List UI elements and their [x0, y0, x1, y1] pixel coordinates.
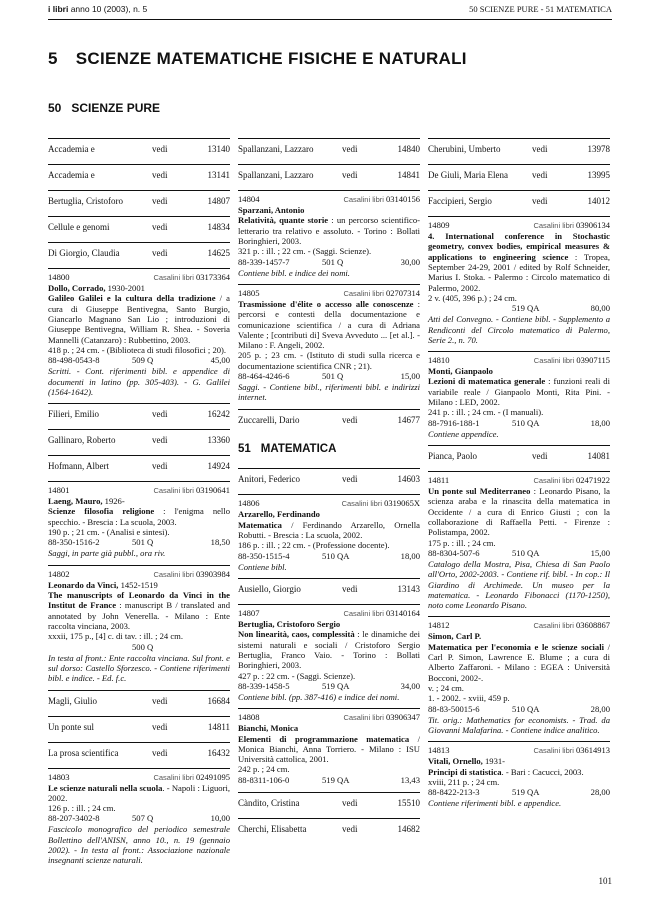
column-2	[238, 138, 420, 844]
cross-reference[interactable]: Zuccarelli, Dario vedi 14677	[238, 409, 420, 431]
catalog-entry-14805: 14805 Casalini libri 02707314 Trasmissione d'élite o accesso alle conoscenze : percorsi e contesti della documentazione e comunicazione scientifica / a cura di Adriana Valente ; [contributi di] Sveva Avveduto ... [et al.]. - Milano : F. Angeli, 2002. 205 p. ; 23 cm. - (Istituto di studi sulla ricerca e documentazione scientifica CNR ; 21). 88-464-4246-6 501 Q 15,00 Saggi. - Contiene bibl., riferimenti bibl. e indirizzi internet.	[238, 284, 420, 403]
catalog-entry-14802: 14802 Casalini libri 03903984 Leonardo da Vinci, 1452-1519 The manuscripts of Leonardo da Vinci in the Institut de France : manuscript B / translated and annotated by John Venerella. - Milano : Ente raccolta vinciana, 2003. xxxii, 175 p., [4] c. di tav. : ill. ; 24 cm. 500 Q In testa al front.: Ente raccolta vinciana. Sul front. e sul dorso: Castello Sforzesco. - Contiene riferimenti bibl. e indice. - Ed. f.c.	[48, 565, 230, 684]
running-header	[48, 4, 612, 16]
catalog-entry-14800: 14800 Casalini libri 03173364 Dollo, Corrado, 1930-2001 Galileo Galilei e la cultura della tradizione / a cura di Giuseppe Bentivegna, Santo Burgio, Giancarlo Magnano San Lio ; introduzioni di Giuseppe Bentivegna, William R. Shea. - Soveria Mannelli (Catanzaro) : Rubbettino, 2003. 418 p. ; 24 cm. - (Biblioteca di studi filosofici ; 20). 88-498-0543-8 509 Q 45,00 Scritti. - Cont. riferimenti bibl. e appendice di documenti in latino (pp. 305-403). - G. Galilei (1564-1642).	[48, 268, 230, 397]
catalog-entry-14804: 14804 Casalini libri 03140156 Sparzani, Antonio Relatività, quante storie : un percorso scientifico-letterario tra relativo e assoluto. - Torino : Bollati Boringhieri, 2003. 321 p. : ill. ; 22 cm. - (Saggi. Scienze). 88-339-1457-7 501 Q 30,00 Contiene bibl. e indice dei nomi.	[238, 190, 420, 278]
catalog-entry-14806: 14806 Casalini libri 0319065X Arzarello, Ferdinando Matematica / Ferdinando Arzarello, Ornella Robutti. - Brescia : La scuola, 2002. 186 p. : ill. ; 22 cm. - (Professione docente). 88-350-1515-4 510 QA 18,00 Contiene bibl.	[238, 494, 420, 572]
cross-reference[interactable]: Spallanzani, Lazzaro vedi 14841	[238, 164, 420, 186]
cross-reference[interactable]: Ausiello, Giorgio vedi 13143	[238, 578, 420, 600]
journal-issue: anno 10 (2003), n. 5	[70, 4, 148, 14]
catalog-entry-14803: 14803 Casalini libri 02491095 Le scienze naturali nella scuola. - Napoli : Liguori, 2002. 126 p. : ill. ; 24 cm. 88-207-3402-8 507 Q 10,00 Fascicolo monografico del periodico semestrale Bollettino dell'ANISN, anno 10., n. 19 (gennaio 2002). - In testa al front.: Associazione nazionale insegnanti scienze naturali.	[48, 768, 230, 866]
column-3	[428, 138, 610, 815]
catalog-entry-14810: 14810 Casalini libri 03907115 Monti, Gianpaolo Lezioni di matematica generale : funzioni reali di variabile reale / Gianpaolo Monti, Rita Pini. - Milano : LED, 2002. 241 p. : ill. ; 24 cm. - (I manuali). 88-7916-188-1 510 QA 18,00 Contiene appendice.	[428, 351, 610, 439]
cross-reference[interactable]: Bertuglia, Cristoforo vedi 14807	[48, 190, 230, 212]
cross-reference[interactable]: Càndito, Cristina vedi 15510	[238, 792, 420, 814]
section-title	[48, 49, 467, 69]
subsection-50-number: 50	[48, 101, 62, 115]
catalog-entry-14801: 14801 Casalini libri 03190641 Laeng, Mauro, 1926- Scienze filosofia religione : l'enigma nello specchio. - Brescia : La scuola, 2003. 190 p. ; 21 cm. - (Analisi e sintesi). 88-350-1516-2 501 Q 18,50 Saggi, in parte già pubbl., ora riv.	[48, 481, 230, 559]
cross-reference[interactable]: Pianca, Paolo vedi 14081	[428, 445, 610, 467]
catalog-entry-14813: 14813 Casalini libri 03614913 Vitali, Ornello, 1931- Principi di statistica. - Bari : Cacucci, 2003. xviii, 211 p. ; 24 cm. 88-8422-213-3 519 QA 28,00 Contiene riferimenti bibl. e appendice.	[428, 741, 610, 808]
header-right: 50 SCIENZE PURE - 51 MATEMATICA	[469, 4, 612, 14]
catalog-entry-14809: 14809 Casalini libri 03906134 4. International conference in Stochastic geometry, convex bodies, empirical measures & applications to engineering science : Tropea, September 24-29, 2001 / edited by Rolf Schneider, Marius I. Stoka. - Palermo : Circolo matematico di Palermo, 2002. 2 v. (405, 396 p.) ; 24 cm. 519 QA 80,00 Atti del Convegno. - Contiene bibl. - Supplemento a Rendiconti del Circolo matematico di Palermo, Serie 2., n. 70.	[428, 216, 610, 345]
subsection-51-title: 51 MATEMATICA	[238, 442, 337, 455]
section-number: 5	[48, 49, 58, 68]
header-rule	[48, 19, 612, 20]
cross-reference[interactable]: Filieri, Emilio vedi 16242	[48, 403, 230, 425]
cross-reference[interactable]: Cherubini, Umberto vedi 13978	[428, 138, 610, 160]
cross-reference[interactable]: Cellule e genomi vedi 14834	[48, 216, 230, 238]
journal-name: i libri	[48, 4, 69, 14]
cross-reference[interactable]: Accademia e vedi 13140	[48, 138, 230, 160]
cross-reference[interactable]: Spallanzani, Lazzaro vedi 14840	[238, 138, 420, 160]
page-number: 101	[598, 876, 612, 887]
cross-reference[interactable]: Cherchi, Elisabetta vedi 14682	[238, 818, 420, 840]
catalog-entry-14812: 14812 Casalini libri 03608867 Simon, Carl P. Matematica per l'economia e le scienze sociali / Carl P. Simon, Lawrence E. Blume ; a cura di Alberto Zaffaroni. - Milano : EGEA : Università Bocconi, 2002-. v. ; 24 cm. 1. - 2002. - xviii, 459 p. 88-83-50015-6 510 QA 28,00 Tit. orig.: Mathematics for economists. - Trad. da Giovanni Malafarina. - Contiene indice analitico.	[428, 616, 610, 735]
cross-reference[interactable]: Hofmann, Albert vedi 14924	[48, 455, 230, 477]
section-title-text: SCIENZE MATEMATICHE FISICHE E NATURALI	[75, 49, 467, 68]
subsection-50-text: SCIENZE PURE	[71, 101, 161, 115]
catalog-entry-14808: 14808 Casalini libri 03906347 Bianchi, Monica Elementi di programmazione matematica / Monica Bianchi, Anna Torriero. - Milano : ISU Università cattolica, 2001. 242 p. ; 24 cm. 88-8311-106-0 519 QA 13,43	[238, 708, 420, 786]
catalog-entry-14807: 14807 Casalini libri 03140164 Bertuglia, Cristoforo Sergio Non linearità, caos, complessità : le dinamiche dei sistemi naturali e sociali / Cristoforo Sergio Bertuglia, Franco Vaio. - Torino : Bollati Boringhieri, 2003. 427 p. : 22 cm. - (Saggi. Scienze). 88-339-1458-5 519 QA 34,00 Contiene bibl. (pp. 387-416) e indice dei nomi.	[238, 604, 420, 702]
cross-reference[interactable]: Anitori, Federico vedi 14603	[238, 468, 420, 490]
cross-reference[interactable]: Accademia e vedi 13141	[48, 164, 230, 186]
subsection-50-title	[48, 101, 160, 115]
cross-reference[interactable]: Faccipieri, Sergio vedi 14012	[428, 190, 610, 212]
cross-reference[interactable]: Magli, Giulio vedi 16684	[48, 690, 230, 712]
catalog-entry-14811: 14811 Casalini libri 02471922 Un ponte sul Mediterraneo : Leonardo Pisano, la scienza araba e la rinascita della matematica in Occidente / a cura di Enrico Giusti ; con la collaborazione di Raffaella Petti. - Firenze : Polistampa, 2002. 175 p. : ill. ; 24 cm. 88-8304-507-6 510 QA 15,00 Catalogo della Mostra, Pisa, Chiesa di San Paolo all'Orto, 2002-2003. - Contiene rif. bibl. - In cop.: Il Giardino di Archimede. Un museo per la matematica. - Leonardo Fibonacci (1170-1250), noto come Leonardo Pisano.	[428, 471, 610, 610]
column-1	[48, 138, 230, 872]
cross-reference[interactable]: De Giuli, Maria Elena vedi 13995	[428, 164, 610, 186]
cross-reference[interactable]: Di Giorgio, Claudia vedi 14625	[48, 242, 230, 264]
cross-reference[interactable]: Gallinaro, Roberto vedi 13360	[48, 429, 230, 451]
header-left	[48, 4, 147, 14]
cross-reference[interactable]: Un ponte sul vedi 14811	[48, 716, 230, 738]
cross-reference[interactable]: La prosa scientifica vedi 16432	[48, 742, 230, 764]
